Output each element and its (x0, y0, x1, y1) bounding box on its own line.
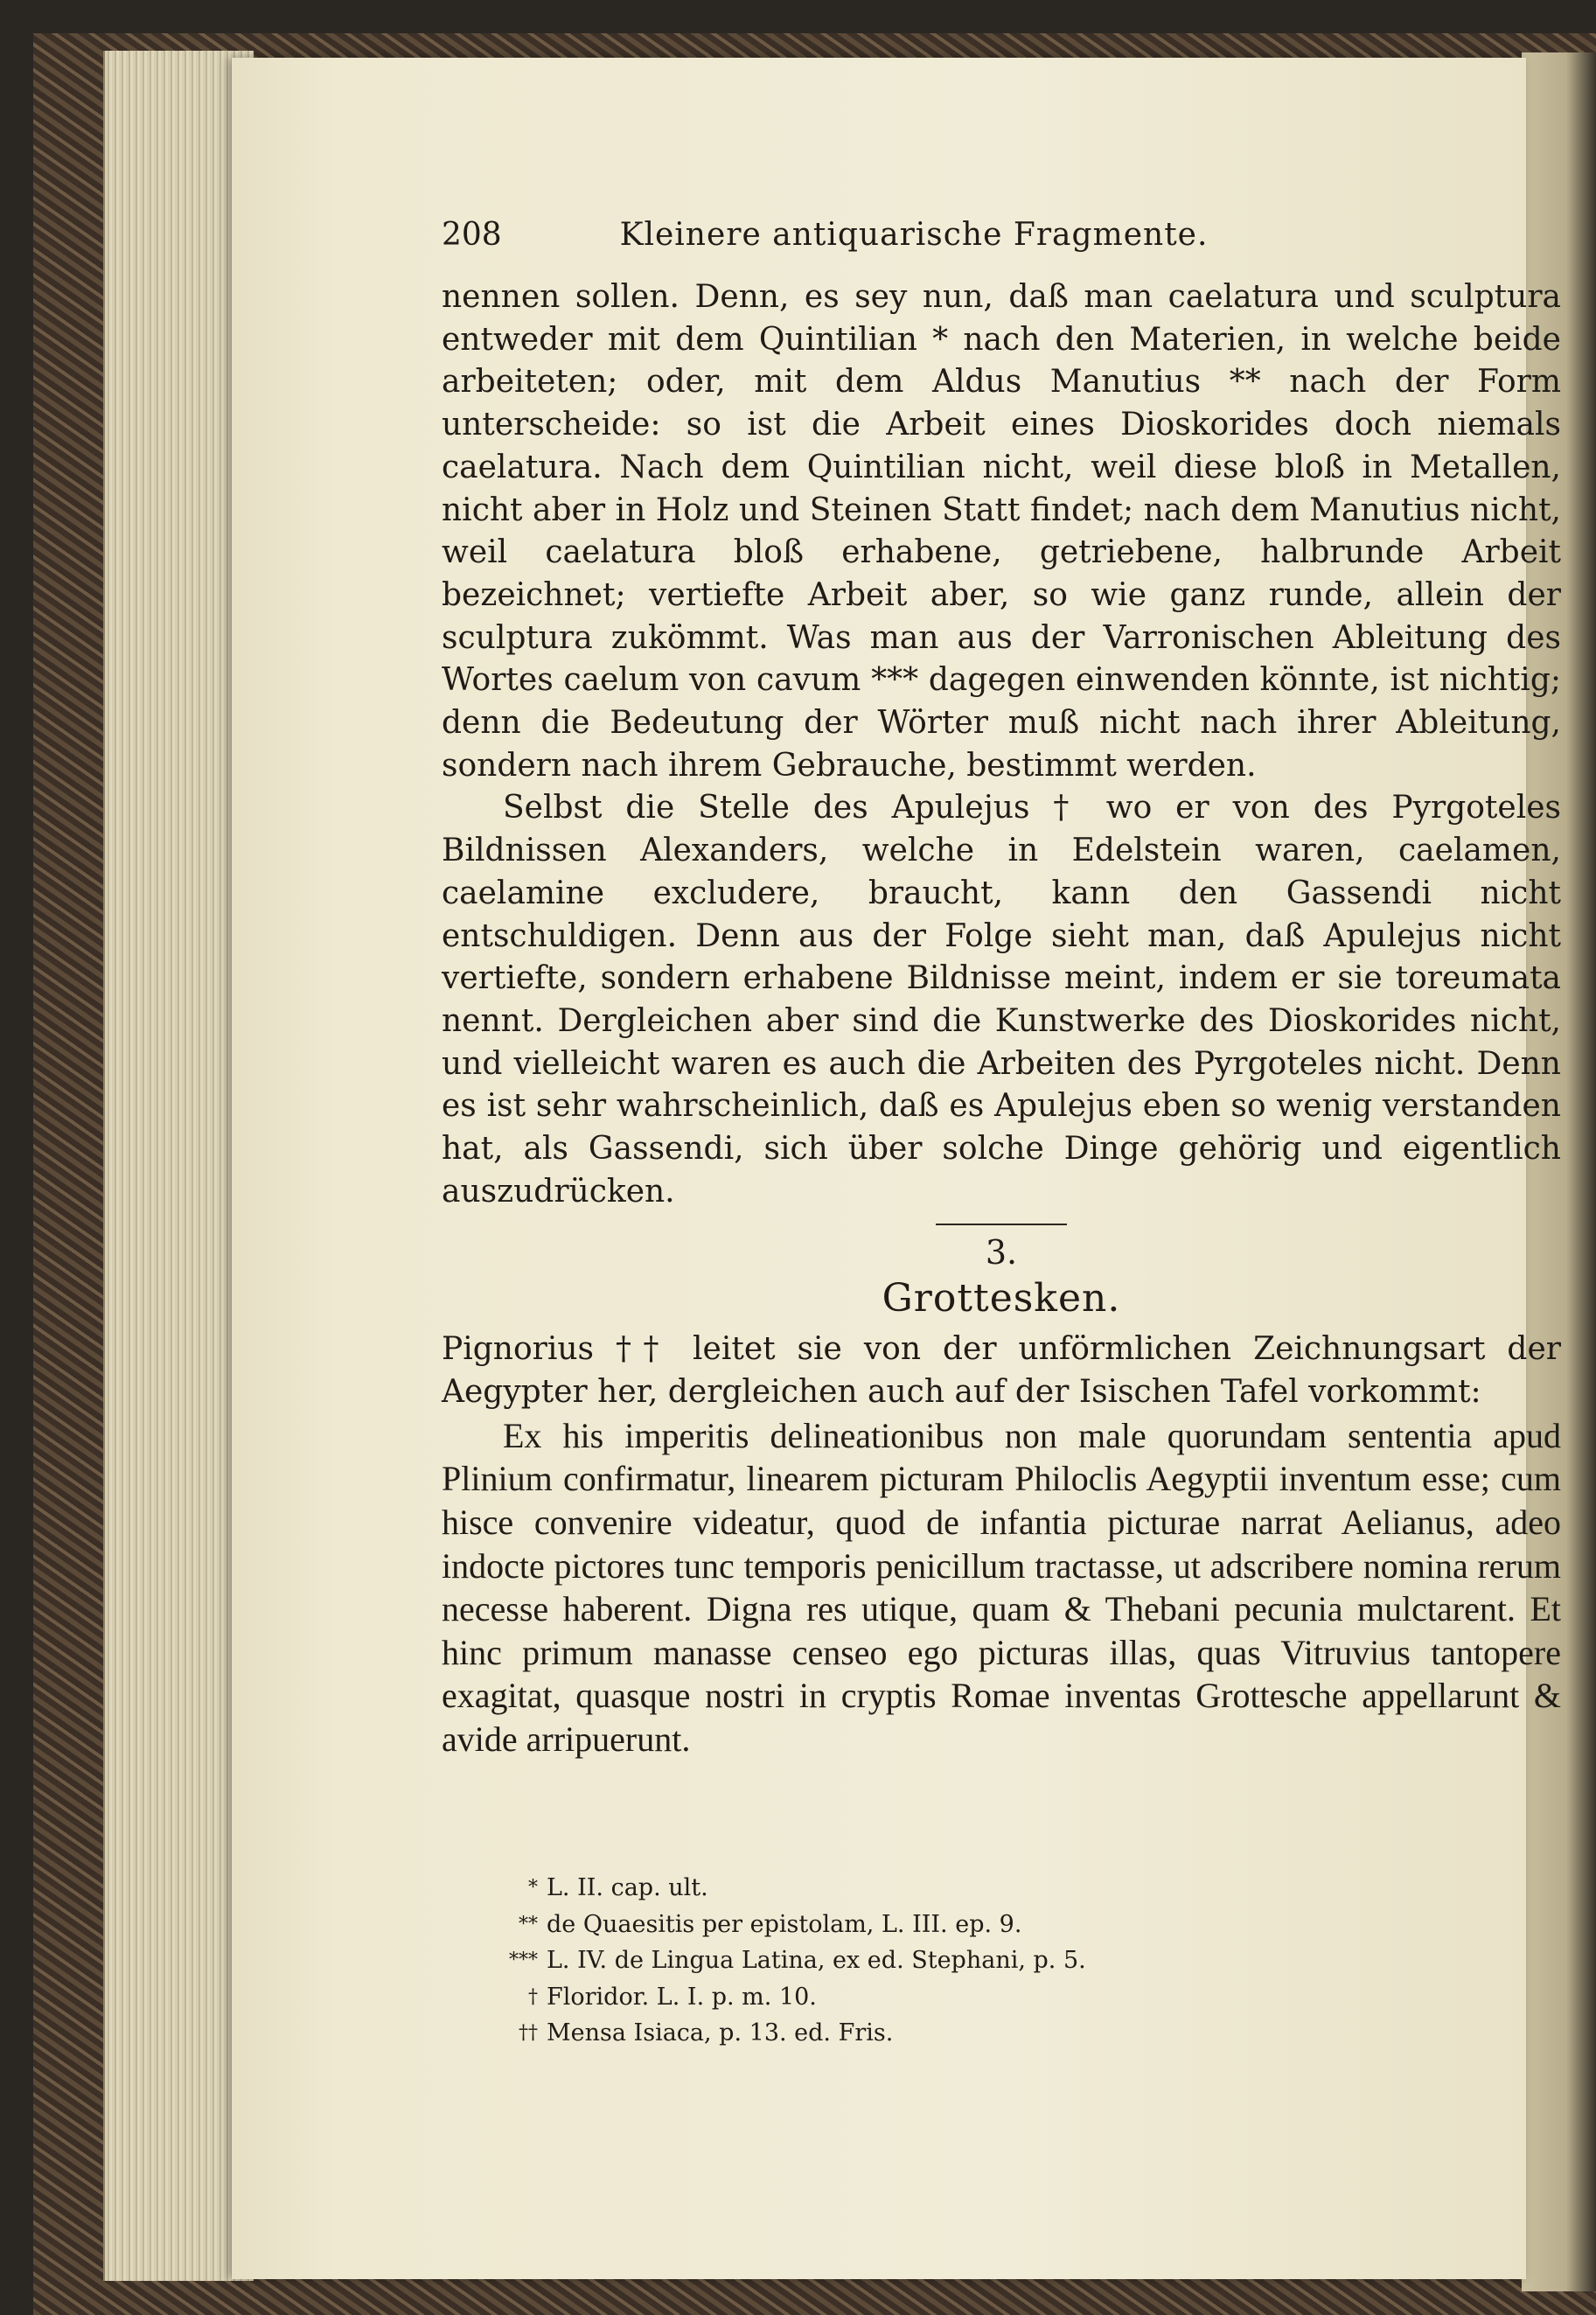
footnote-text: de Quaesitis per epistolam, L. III. ep. 9. (547, 1910, 1022, 1938)
footnote (503, 1870, 1552, 1907)
paragraph-2: Selbst die Stelle des Apulejus † wo er von des Pyrgoteles Bildnissen Alexanders, welche in Edelstein waren, caelamen, caelamine excludere, braucht, kann den Gassendi nicht entschuldigen. Denn aus der Folge sieht man, daß Apulejus nicht vertiefte, sondern erhabene Bildnisse meint, indem er sie toreumata nennt. Dergleichen aber sind die Kunstwerke des Dioskorides nicht, und vielleicht waren es auch die Arbeiten des Pyrgoteles nicht. Denn es ist sehr wahrscheinlich, daß es Apulejus eben so wenig verstanden hat, als Gassendi, sich über solche Dinge gehörig und eigentlich auszudrücken. (442, 790, 1561, 1210)
body-text (442, 276, 1561, 1761)
footnote-mark: *** (509, 1949, 538, 1971)
footnote-text: Floridor. L. I. p. m. 10. (547, 1983, 817, 2011)
footnote (503, 2015, 1552, 2052)
section-title: Grottesken. (882, 1276, 1121, 1321)
footnote-mark: † (528, 1985, 538, 2008)
running-head: Kleinere antiquarische Fragmente. (619, 217, 1209, 253)
section-number: 3. (985, 1233, 1018, 1273)
footnote-text: L. II. cap. ult. (547, 1874, 708, 1901)
footnotes (503, 1870, 1552, 2052)
paragraph-3: Pignorius †† leitet sie von der unförmlichen Zeichnungsart der Aegypter her, dergleichen auch auf der Isischen Tafel vorkommt: (442, 1331, 1561, 1411)
page-header (442, 217, 1386, 269)
section-divider (936, 1224, 1067, 1225)
page-number: 208 (442, 217, 502, 253)
latin-quotation: Ex his imperitis delineationibus non male quorundam sententia apud Plinium confirmatur, linearem picturam Philoclis Aegyptii inventum esse; cum hisce convenire videatur, quod de infantia picturae narrat Aelianus, adeo indocte pictores tunc temporis penicillum tractasse, ut adscribere nomina rerum necesse haberent. Digna res utique, quam & Thebani pecunia mulctarent. Et hinc primum manasse censeo ego picturas illas, quas Vitruvius tantopere exagitat, quasque nostri in cryptis Romae inventas Grottesche appellarunt & avide arripuerunt. (442, 1415, 1561, 1760)
footnote-mark: ** (519, 1913, 538, 1935)
footnote-text: Mensa Isiaca, p. 13. ed. Fris. (547, 2019, 894, 2047)
book-page (232, 58, 1561, 2279)
paragraph-1: nennen sollen. Denn, es sey nun, daß man caelatura und sculptura entweder mit dem Quintilian * nach den Materien, in welche beide arbeiteten; oder, mit dem Aldus Manutius ** nach der Form unterscheide: so ist die Arbeit eines Dioskorides doch niemals caelatura. Nach dem Quintilian nicht, weil diese bloß in Metallen, nicht aber in Holz und Steinen Statt findet; nach dem Manutius nicht, weil caelatura bloß erhabene, getriebene, halbrunde Arbeit bezeichnet; vertiefte Arbeit aber, so wie ganz runde, allein der sculptura zukömmt. Was man aus der Varronischen Ableitung des Wortes caelum von cavum *** dagegen einwenden könnte, ist nichtig; denn die Bedeutung der Wörter muß nicht nach ihrer Ableitung, sondern nach ihrem Gebrauche, bestimmt werden. (442, 279, 1561, 784)
footnote (503, 1979, 1552, 2016)
footnote-text: L. IV. de Lingua Latina, ex ed. Stephani, p. 5. (547, 1947, 1086, 1974)
footnote-mark: * (528, 1877, 538, 1899)
footnote (503, 1942, 1552, 1979)
footnote-mark: †† (519, 2022, 538, 2044)
footnote (503, 1907, 1552, 1943)
